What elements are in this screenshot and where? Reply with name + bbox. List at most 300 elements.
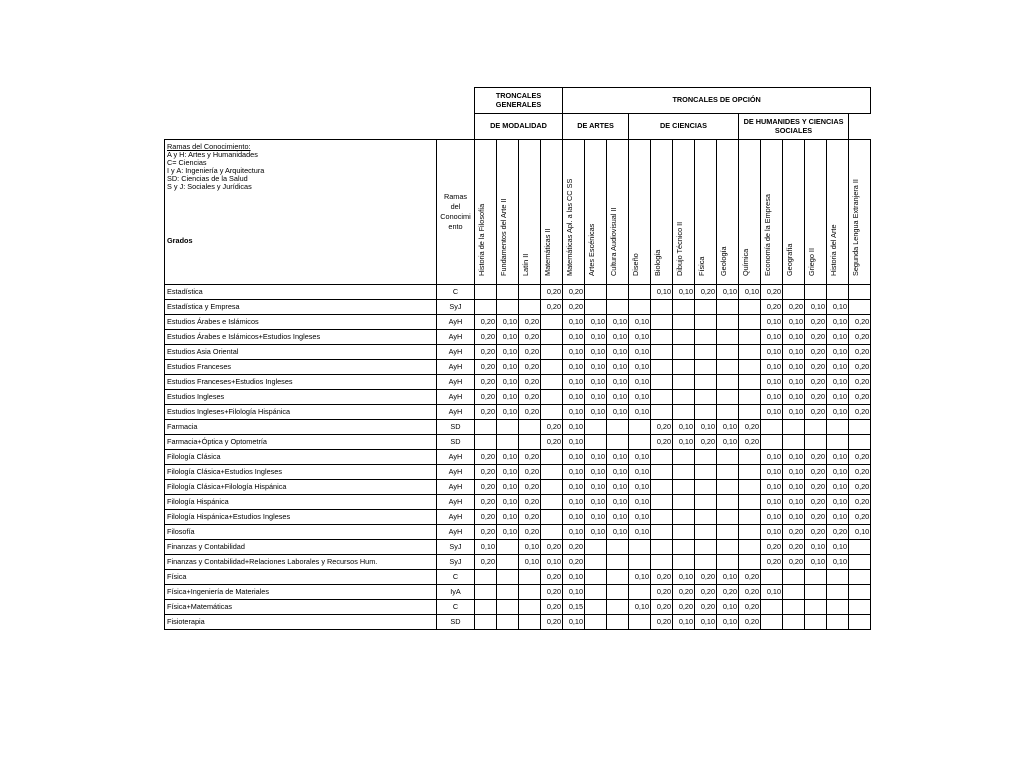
weight-cell [497,285,519,300]
weight-cell: 0,10 [673,615,695,630]
weight-cell [497,600,519,615]
rama-code: SD [437,615,475,630]
weight-cell [519,600,541,615]
weight-cell: 0,10 [827,480,849,495]
table-row [165,540,871,555]
weight-cell [475,300,497,315]
weight-cell [717,390,739,405]
weight-cell: 0,10 [651,285,673,300]
weight-cell: 0,20 [849,405,871,420]
table-row [165,405,871,420]
weight-cell [585,615,607,630]
weight-cell [717,510,739,525]
weight-cell: 0,10 [607,495,629,510]
weight-cell: 0,10 [827,390,849,405]
weight-cell: 0,10 [563,495,585,510]
weight-cell: 0,10 [805,300,827,315]
weight-cell: 0,10 [827,300,849,315]
weight-cell: 0,20 [519,465,541,480]
weight-cell [805,585,827,600]
weight-cell [761,435,783,450]
rama-code: SD [437,435,475,450]
weight-cell: 0,10 [827,450,849,465]
weight-cell: 0,10 [629,495,651,510]
weight-cell: 0,20 [695,600,717,615]
degree-name: Estudios Asia Oriental [165,345,437,360]
weight-cell: 0,10 [761,465,783,480]
degree-name: Filología Hispánica+Estudios Ingleses [165,510,437,525]
weight-cell: 0,10 [585,495,607,510]
weight-cell [783,435,805,450]
weight-cell: 0,10 [849,525,871,540]
weight-cell: 0,10 [585,405,607,420]
weight-cell [541,360,563,375]
weight-cell [827,285,849,300]
weight-cell [849,540,871,555]
weight-cell: 0,10 [827,555,849,570]
subject-header-label: Artes Escénicas [586,223,596,276]
weight-cell: 0,10 [827,540,849,555]
weight-cell: 0,10 [585,465,607,480]
weight-cell [827,615,849,630]
weight-cell [585,540,607,555]
subject-header [783,140,805,285]
weight-cell: 0,10 [497,330,519,345]
weight-cell [475,585,497,600]
weight-cell [673,510,695,525]
weight-cell [541,495,563,510]
weight-cell [585,300,607,315]
weight-cell [607,285,629,300]
weight-cell [519,285,541,300]
weight-cell [651,345,673,360]
weight-cell: 0,10 [761,405,783,420]
weight-cell [739,330,761,345]
weight-cell: 0,10 [585,525,607,540]
weight-cell [585,585,607,600]
weight-cell: 0,20 [651,420,673,435]
weight-cell [739,315,761,330]
weight-cell: 0,20 [475,390,497,405]
weight-cell: 0,10 [585,330,607,345]
weight-cell [717,555,739,570]
rama-code: AyH [437,390,475,405]
weight-cell: 0,10 [541,555,563,570]
weight-cell [695,540,717,555]
weight-cell: 0,20 [761,540,783,555]
weight-cell: 0,20 [475,465,497,480]
table-row [165,570,871,585]
weight-cell: 0,20 [519,315,541,330]
degree-name: Filología Hispánica [165,495,437,510]
weight-cell [651,300,673,315]
weight-cell: 0,20 [849,345,871,360]
weight-cell: 0,10 [497,510,519,525]
weight-cell: 0,20 [739,420,761,435]
weight-cell: 0,10 [695,420,717,435]
grados-label: Grados [167,236,193,246]
weight-cell: 0,20 [541,420,563,435]
weight-cell [541,465,563,480]
subject-header [563,140,585,285]
weight-cell: 0,10 [827,330,849,345]
weight-cell [805,570,827,585]
table-row [165,585,871,600]
weight-cell: 0,10 [585,345,607,360]
subject-header [541,140,563,285]
rama-code: AyH [437,465,475,480]
weight-cell [717,345,739,360]
weight-cell [717,465,739,480]
weight-cell [673,480,695,495]
weight-cell: 0,10 [761,390,783,405]
degree-name: Filología Clásica+Estudios Ingleses [165,465,437,480]
weight-cell [651,375,673,390]
weight-cell [717,480,739,495]
weight-cell: 0,20 [673,585,695,600]
weight-cell [849,300,871,315]
weight-cell [695,300,717,315]
weight-cell [739,480,761,495]
weight-cell [541,510,563,525]
weight-cell: 0,10 [607,315,629,330]
weight-cell [497,300,519,315]
weight-cell: 0,10 [717,570,739,585]
weight-cell: 0,20 [739,600,761,615]
header-de-modalidad: DE MODALIDAD [475,114,563,140]
weight-cell: 0,20 [805,315,827,330]
weight-cell: 0,10 [629,345,651,360]
weight-cell: 0,10 [673,570,695,585]
weight-cell: 0,20 [805,510,827,525]
weight-cell [827,570,849,585]
table-row [165,330,871,345]
weight-cell: 0,20 [805,345,827,360]
weight-cell: 0,10 [607,390,629,405]
weight-cell [827,585,849,600]
weight-cell: 0,20 [783,555,805,570]
weight-cell: 0,20 [541,300,563,315]
degree-name: Farmacia+Óptica y Optometría [165,435,437,450]
weight-cell: 0,20 [805,450,827,465]
weight-cell [475,285,497,300]
weight-cell [651,465,673,480]
weight-cell [673,300,695,315]
weight-cell [673,330,695,345]
weight-cell [827,435,849,450]
weight-cell [695,450,717,465]
weight-cell: 0,10 [827,510,849,525]
weight-cell: 0,10 [827,375,849,390]
weight-cell: 0,10 [585,315,607,330]
weight-cell [673,495,695,510]
subject-header [475,140,497,285]
table-row [165,315,871,330]
weight-cell: 0,10 [761,360,783,375]
weight-cell: 0,20 [761,300,783,315]
weight-cell [739,525,761,540]
weight-cell [761,600,783,615]
weight-cell [651,315,673,330]
weight-cell [717,375,739,390]
weight-cell: 0,10 [783,345,805,360]
weight-cell: 0,20 [805,405,827,420]
weight-cell: 0,20 [849,465,871,480]
degree-name: Fisioterapia [165,615,437,630]
weight-cell: 0,10 [783,315,805,330]
weight-cell: 0,10 [563,510,585,525]
weight-cell: 0,10 [585,450,607,465]
weight-cell: 0,10 [563,330,585,345]
weight-cell: 0,10 [563,375,585,390]
rama-code: AyH [437,360,475,375]
weight-cell: 0,10 [761,480,783,495]
weight-cell [849,285,871,300]
weight-cell [585,435,607,450]
weight-cell [717,330,739,345]
weight-cell: 0,10 [827,345,849,360]
weight-cell [497,540,519,555]
weight-cell [695,465,717,480]
header-de-ciencias: DE CIENCIAS [629,114,739,140]
weight-cell [519,570,541,585]
weight-cell: 0,10 [607,405,629,420]
weight-cell: 0,20 [849,330,871,345]
weight-cell: 0,20 [783,540,805,555]
weight-cell [695,525,717,540]
weight-cell: 0,10 [607,450,629,465]
subject-header [673,140,695,285]
weight-cell [717,540,739,555]
weight-cell: 0,20 [849,510,871,525]
weight-cell [541,375,563,390]
subject-header [607,140,629,285]
weight-cell: 0,10 [827,315,849,330]
weight-cell: 0,20 [563,555,585,570]
weight-cell [651,495,673,510]
weight-cell: 0,10 [563,450,585,465]
weight-cell: 0,20 [849,450,871,465]
weight-cell: 0,20 [651,570,673,585]
weight-cell [629,585,651,600]
weight-cell: 0,20 [475,405,497,420]
weight-cell [585,555,607,570]
degree-name: Filosofía [165,525,437,540]
weight-cell [695,555,717,570]
weight-cell [651,390,673,405]
weight-cell [585,600,607,615]
weight-cell [519,300,541,315]
weight-cell: 0,10 [629,315,651,330]
weight-cell [849,435,871,450]
weight-cell [805,435,827,450]
weight-cell [695,405,717,420]
weight-cell: 0,20 [519,360,541,375]
weight-cell: 0,10 [563,315,585,330]
weight-cell: 0,20 [541,615,563,630]
weight-cell: 0,20 [651,615,673,630]
rama-code: AyH [437,375,475,390]
weight-cell [607,300,629,315]
weight-cell: 0,10 [673,420,695,435]
weight-cell [849,615,871,630]
weight-cell [629,285,651,300]
weight-cell: 0,10 [783,480,805,495]
weight-cell: 0,20 [849,360,871,375]
weight-cell [673,465,695,480]
weight-cell [651,450,673,465]
subject-header-label: Química [740,248,750,276]
weight-cell: 0,10 [827,360,849,375]
weight-cell: 0,20 [475,450,497,465]
weight-cell: 0,20 [805,375,827,390]
weight-cell [497,555,519,570]
weight-cell: 0,20 [651,600,673,615]
rama-code: AyH [437,480,475,495]
weight-cell [475,435,497,450]
weight-cell: 0,20 [541,585,563,600]
weight-cell [541,390,563,405]
rama-code: AyH [437,525,475,540]
table-row [165,435,871,450]
weight-cell [651,510,673,525]
weight-cell [849,420,871,435]
weight-cell: 0,10 [585,480,607,495]
rama-code: SyJ [437,300,475,315]
subject-header-label: Historia de la Filosofía [476,203,486,276]
weight-cell: 0,20 [805,360,827,375]
table-row [165,465,871,480]
weight-cell: 0,10 [563,345,585,360]
weight-cell [739,300,761,315]
header-de-humanidades: DE HUMANIDES Y CIENCIAS SOCIALES [739,114,849,140]
weight-cell: 0,10 [629,375,651,390]
table-row [165,480,871,495]
header-troncales-opcion: TRONCALES DE OPCIÓN [563,88,871,114]
weight-cell: 0,10 [827,465,849,480]
weight-cell [475,420,497,435]
weight-cell: 0,10 [717,435,739,450]
weight-cell: 0,20 [475,360,497,375]
weight-cell [607,600,629,615]
weight-cell: 0,10 [497,315,519,330]
weight-cell [607,420,629,435]
weight-cell: 0,10 [717,615,739,630]
rama-code: AyH [437,495,475,510]
weight-cell [607,555,629,570]
rama-code: AyH [437,510,475,525]
rama-code: AyH [437,315,475,330]
weight-cell [607,435,629,450]
weight-cell: 0,20 [475,480,497,495]
weight-cell: 0,10 [497,390,519,405]
table-row [165,450,871,465]
weight-cell: 0,20 [563,285,585,300]
weight-cell: 0,10 [761,525,783,540]
weight-cell: 0,20 [849,495,871,510]
table-row [165,420,871,435]
rama-code: C [437,600,475,615]
weight-cell: 0,10 [563,480,585,495]
weight-cell: 0,10 [761,510,783,525]
weight-cell [541,480,563,495]
weight-cell [673,375,695,390]
weight-cell: 0,10 [783,510,805,525]
subject-header [761,140,783,285]
weight-cell: 0,20 [475,315,497,330]
weight-cell: 0,20 [805,465,827,480]
weight-cell [673,540,695,555]
weight-cell [651,540,673,555]
weight-cell: 0,10 [497,375,519,390]
weight-cell: 0,20 [519,450,541,465]
weight-cell: 0,10 [563,390,585,405]
weight-cell: 0,10 [607,525,629,540]
weight-cell [651,360,673,375]
weight-cell: 0,10 [761,330,783,345]
ramas-column-header: Ramas del Conocimi ento [437,140,475,285]
weight-cell [739,345,761,360]
weight-cell [629,420,651,435]
weight-cell [739,405,761,420]
weight-cell: 0,10 [563,420,585,435]
weight-cell: 0,10 [497,495,519,510]
weight-cell [673,315,695,330]
weight-cell: 0,10 [783,405,805,420]
weight-cell: 0,10 [827,495,849,510]
table-row [165,360,871,375]
weight-cell: 0,20 [541,570,563,585]
weight-cell: 0,10 [563,570,585,585]
weight-cell [651,405,673,420]
degree-name: Estudios Franceses [165,360,437,375]
weight-cell: 0,20 [739,435,761,450]
subject-header-label: Geografía [784,243,794,276]
weight-cell [651,480,673,495]
weight-cell [673,450,695,465]
weight-cell: 0,10 [563,615,585,630]
weight-cell [695,480,717,495]
blank-corner [165,88,475,114]
weight-cell: 0,20 [783,525,805,540]
weight-cell [629,300,651,315]
weight-cell [629,555,651,570]
weight-cell: 0,10 [585,360,607,375]
table-row [165,285,871,300]
weight-cell: 0,10 [497,405,519,420]
degree-name: Finanzas y Contabilidad [165,540,437,555]
weight-cell: 0,10 [497,480,519,495]
weight-cell [827,420,849,435]
subject-header-label: Economía de la Empresa [762,194,772,276]
weight-cell: 0,20 [519,510,541,525]
weight-cell: 0,20 [475,375,497,390]
weight-cell: 0,10 [805,555,827,570]
weight-cell [541,405,563,420]
weight-cell: 0,10 [761,345,783,360]
weight-cell: 0,20 [805,525,827,540]
weight-cell [739,540,761,555]
weight-cell: 0,20 [475,525,497,540]
weight-cell: 0,10 [585,375,607,390]
table-row [165,300,871,315]
weight-cell [607,585,629,600]
weight-cell: 0,10 [717,420,739,435]
rama-code: C [437,285,475,300]
table-row [165,510,871,525]
legend-line: C= Ciencias [167,158,207,168]
rama-code: SyJ [437,540,475,555]
